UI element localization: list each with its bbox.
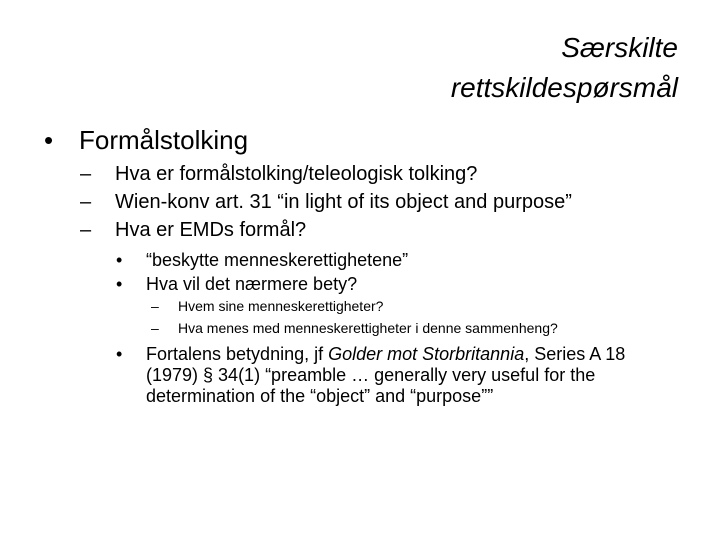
title-line-2: rettskildespørsmål: [450, 72, 678, 103]
fortalens-bullet-text: [146, 344, 676, 407]
subsub-bullet-text: “beskytte menneskerettighetene”: [146, 250, 409, 270]
dash-marker: –: [151, 298, 159, 314]
slide-title: [451, 28, 678, 108]
level4-bullet-text: Hvem sine menneskerettigheter?: [178, 298, 384, 314]
title-line-1: Særskilte: [561, 32, 678, 63]
dash-marker: –: [80, 191, 92, 213]
text-after: , Series A 18 (1979) § 34(1) “preamble … generally very useful for the determination of the “object” and “purpose””: [146, 344, 626, 406]
text-before: Fortalens betydning, jf: [146, 344, 329, 364]
bullet-marker: •: [116, 344, 123, 364]
dash-marker: –: [151, 320, 159, 336]
bullet-text: Formålstolking: [79, 125, 249, 155]
case-name-italic: Golder mot Storbritannia: [328, 344, 525, 364]
dash-marker: –: [80, 163, 92, 185]
sub-bullet-text: Wien-konv art. 31 “in light of its object and purpose”: [115, 191, 572, 213]
bullet-marker: •: [44, 125, 54, 155]
bullet-marker: •: [116, 250, 123, 270]
bullet-marker: •: [116, 274, 123, 294]
dash-marker: –: [80, 219, 92, 241]
level4-bullet-text: Hva menes med menneskerettigheter i denne sammenheng?: [178, 320, 558, 336]
subsub-bullet-text: Hva vil det nærmere bety?: [146, 274, 358, 294]
sub-bullet-text: Hva er formålstolking/teleologisk tolking?: [115, 163, 478, 185]
sub-bullet-text: Hva er EMDs formål?: [115, 219, 307, 241]
